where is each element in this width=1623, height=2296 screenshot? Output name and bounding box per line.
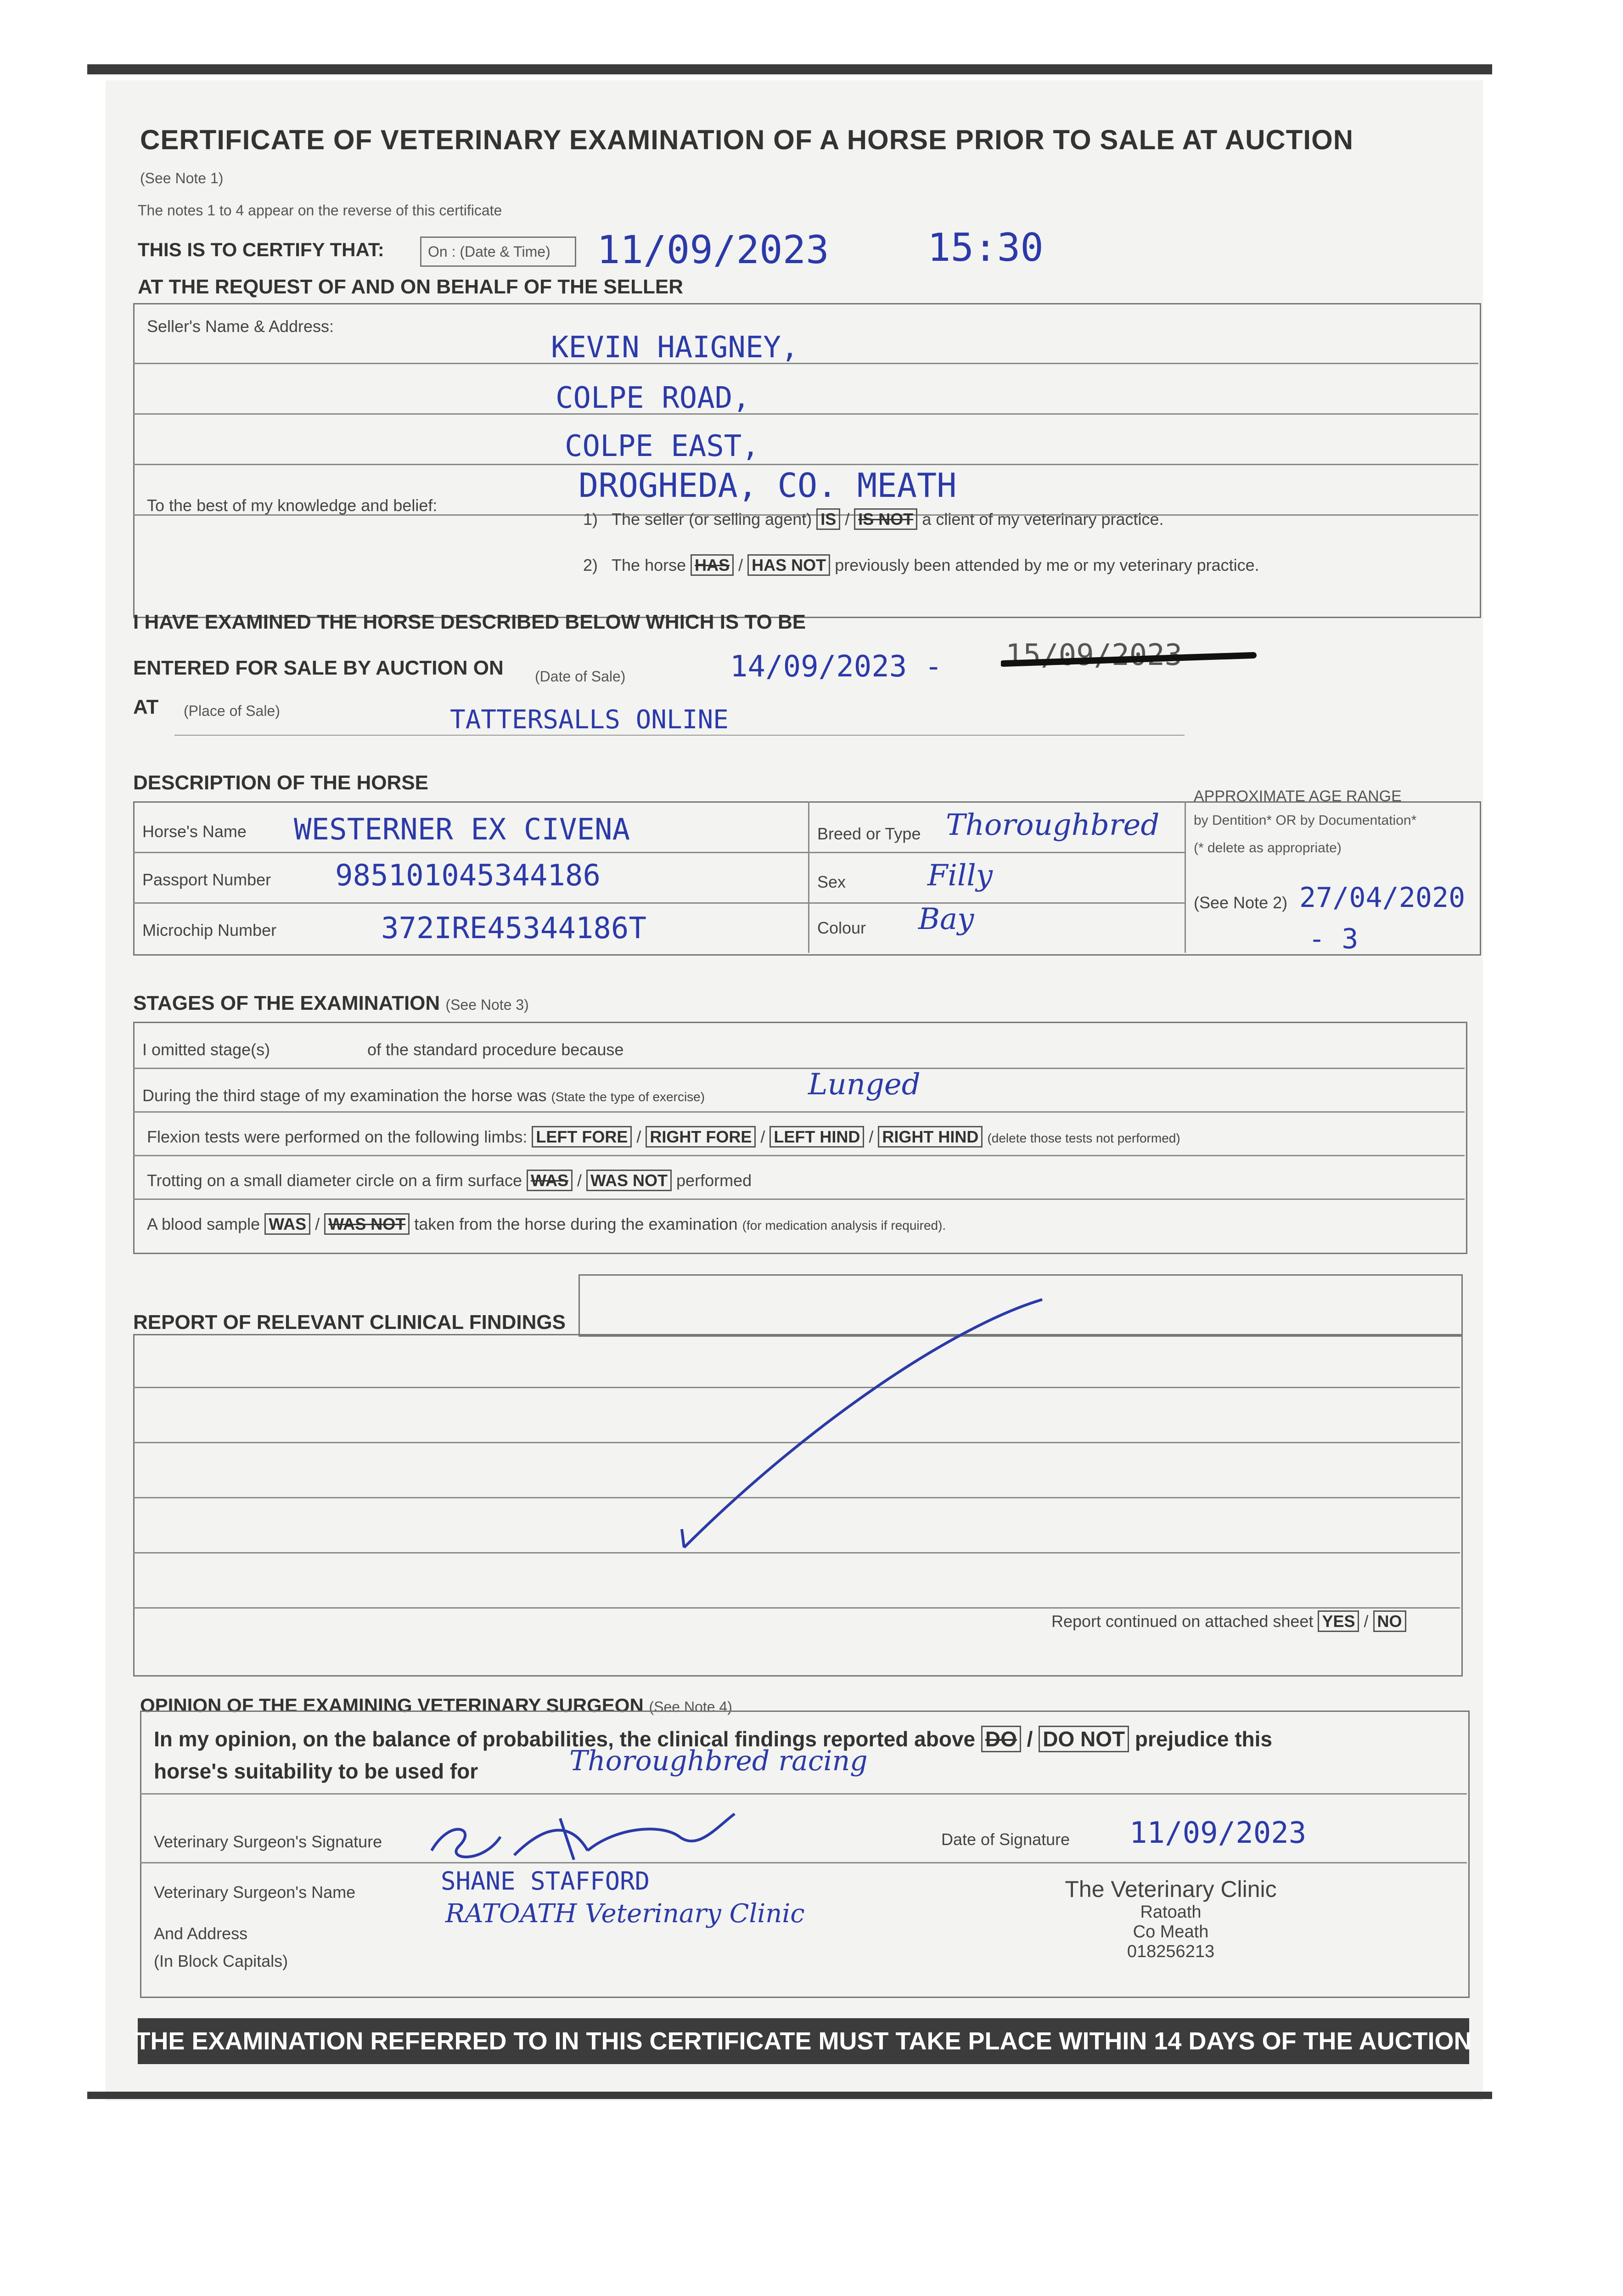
seller-rule-2 [133, 413, 1478, 415]
seller-rule-1 [133, 363, 1478, 364]
place-rule [174, 735, 1185, 736]
signature-scribble [422, 1800, 744, 1874]
seller-rule-3 [133, 464, 1478, 465]
age-heading: APPROXIMATE AGE RANGE [1194, 788, 1402, 805]
certificate-title: CERTIFICATE OF VETERINARY EXAMINATION OF A HORSE PRIOR TO SALE AT AUCTION [140, 124, 1354, 155]
notes-line: The notes 1 to 4 appear on the reverse of this certificate [138, 202, 502, 219]
request-label: AT THE REQUEST OF AND ON BEHALF OF THE SELLER [138, 276, 683, 298]
scan-edge-top [87, 64, 1492, 74]
horse-name-value: WESTERNER EX CIVENA [294, 813, 630, 847]
flexion-row: Flexion tests were performed on the following limbs: LEFT FORE / RIGHT FORE / LEFT HIND / RIGHT HIND (delete those tests not performed) [147, 1127, 1180, 1147]
breed-label: Breed or Type [817, 824, 921, 843]
examined-label: I HAVE EXAMINED THE HORSE DESCRIBED BELOW WHICH IS TO BE [133, 611, 806, 633]
knowledge-item-2: 2) The horse HAS / HAS NOT previously been attended by me or my veterinary practice. [583, 556, 1259, 575]
knowledge-label: To the best of my knowledge and belief: [147, 496, 438, 515]
on-date-time-label: On : (Date & Time) [420, 236, 576, 267]
date-of-sale-value: 14/09/2023 - [730, 650, 943, 684]
see-note-1: (See Note 1) [140, 170, 224, 186]
stages-rule-2 [133, 1111, 1465, 1113]
age-by: by Dentition* OR by Documentation* [1194, 813, 1417, 828]
scan-edge-bottom [87, 2092, 1492, 2099]
signature-label: Veterinary Surgeon's Signature [154, 1832, 382, 1851]
place-of-sale-value: TATTERSALLS ONLINE [450, 705, 729, 735]
clinic-stamp: The Veterinary Clinic Ratoath Co Meath 018256213 [1065, 1876, 1277, 1961]
sex-value: Filly [927, 859, 993, 893]
vet-name-value: SHANE STAFFORD [441, 1867, 650, 1896]
report-heading: REPORT OF RELEVANT CLINICAL FINDINGS [133, 1311, 566, 1334]
stages-rule-1 [133, 1068, 1465, 1069]
microchip-value: 372IRE45344186T [381, 912, 646, 945]
stages-rule-3 [133, 1155, 1465, 1156]
stages-rule-4 [133, 1199, 1465, 1200]
on-time-value: 15:30 [927, 225, 1044, 270]
third-stage-value: Lunged [808, 1068, 921, 1102]
opinion-use-label: horse's suitability to be used for [154, 1759, 478, 1783]
opinion-text: In my opinion, on the balance of probabilities, the clinical findings reported above DO / DO NOT prejudice this [154, 1727, 1272, 1751]
certify-label: THIS IS TO CERTIFY THAT: [138, 239, 384, 260]
age-years: - 3 [1309, 923, 1359, 955]
desc-rule-1 [133, 852, 1185, 853]
vet-name-label: Veterinary Surgeon's Name [154, 1883, 356, 1902]
entered-label: ENTERED FOR SALE BY AUCTION ON [133, 657, 504, 679]
seller-label: Seller's Name & Address: [147, 317, 334, 336]
blood-row: A blood sample WAS / WAS NOT taken from the horse during the examination (for medication analysis if required). [147, 1215, 946, 1234]
seller-line-4: DROGHEDA, CO. MEATH [578, 466, 957, 505]
omitted-a: I omitted stage(s) [142, 1040, 270, 1059]
report-rule-5 [133, 1607, 1460, 1609]
stages-heading: STAGES OF THE EXAMINATION (See Note 3) [133, 992, 529, 1014]
desc-divider-2 [1185, 801, 1186, 953]
footer-banner: THE EXAMINATION REFERRED TO IN THIS CERTIFICATE MUST TAKE PLACE WITHIN 14 DAYS OF THE AUCTION [138, 2018, 1469, 2064]
opinion-rule-2 [140, 1862, 1467, 1863]
age-value: 27/04/2020 [1299, 882, 1466, 914]
date-of-sale-struck: 15/09/2023 [1005, 638, 1183, 672]
address-hint: (In Block Capitals) [154, 1952, 288, 1970]
seller-line-3: COLPE EAST, [565, 429, 759, 463]
at-label: AT [133, 696, 159, 718]
colour-value: Bay [918, 902, 974, 936]
age-note: (See Note 2) [1194, 893, 1288, 912]
date-of-signature-label: Date of Signature [941, 1830, 1070, 1849]
seller-line-1: KEVIN HAIGNEY, [551, 331, 799, 365]
place-of-sale-label: (Place of Sale) [184, 703, 280, 719]
breed-value: Thoroughbred [946, 808, 1160, 842]
colour-label: Colour [817, 918, 866, 937]
address-label: And Address [154, 1924, 248, 1943]
opinion-rule-1 [140, 1793, 1467, 1795]
horse-name-label: Horse's Name [142, 822, 247, 841]
age-delete: (* delete as appropriate) [1194, 840, 1342, 855]
description-heading: DESCRIPTION OF THE HORSE [133, 771, 428, 794]
opinion-use-value: Thoroughbred racing [569, 1745, 868, 1777]
passport-label: Passport Number [142, 870, 271, 889]
desc-rule-2 [133, 902, 1185, 904]
seller-line-2: COLPE ROAD, [556, 381, 750, 415]
trot-row: Trotting on a small diameter circle on a firm surface WAS / WAS NOT performed [147, 1171, 752, 1190]
date-of-sale-label: (Date of Sale) [535, 668, 626, 685]
strike-line [1001, 645, 1258, 673]
third-stage: During the third stage of my examination the horse was (State the type of exercise) [142, 1086, 705, 1105]
desc-divider [808, 801, 809, 953]
address-value: RATOATH Veterinary Clinic [445, 1899, 805, 1929]
on-date-value: 11/09/2023 [597, 227, 829, 272]
microchip-label: Microchip Number [142, 921, 277, 940]
knowledge-item-1: 1) The seller (or selling agent) IS / IS NOT a client of my veterinary practice. [583, 510, 1164, 529]
date-of-signature-value: 11/09/2023 [1129, 1816, 1307, 1850]
report-nil-stroke [666, 1290, 1056, 1557]
omitted-b: of the standard procedure because [367, 1040, 624, 1059]
report-continued: Report continued on attached sheet YES / NO [1051, 1612, 1406, 1631]
passport-value: 985101045344186 [335, 859, 601, 893]
sex-label: Sex [817, 872, 846, 891]
opinion-heading: OPINION OF THE EXAMINING VETERINARY SURGEON (See Note 4) [140, 1694, 732, 1716]
